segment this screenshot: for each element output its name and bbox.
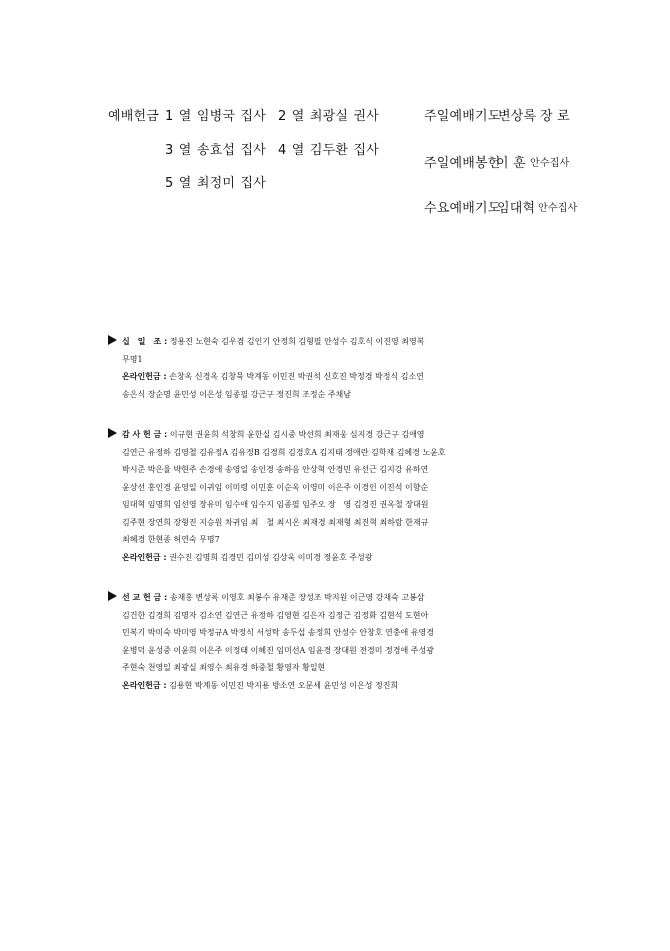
tithe-header: 십 일 조 : xyxy=(122,337,168,346)
thanksgiving-line: 임대혁 임명희 임선영 장유미 임수애 임수지 임종필 임주오 장 영 김경진 권옥철 장대원 xyxy=(122,500,429,509)
thanksgiving-line: 김주현 장연희 장형진 지승원 차귀임 최 철 최시온 최재경 최재형 최진혁 최하람 한재규 xyxy=(122,517,429,527)
offering-duty-label: 예배헌금 xyxy=(108,109,160,124)
offertory-label: 주일예배봉헌 xyxy=(424,156,501,171)
offertory-title: 안수집사 xyxy=(530,158,570,169)
mission-section xyxy=(108,589,578,694)
mission-line: 윤병덕 윤성중 이윤희 이은주 이정태 이혜진 임미선A 임윤경 장대원 전경미 정경애 주성광 xyxy=(122,645,434,655)
bullet-triangle-icon xyxy=(108,428,117,438)
tithe-online-line: 손창옥 신경옥 김창묵 박계동 이민진 박권석 신호진 박정경 박정식 김소연 xyxy=(169,372,424,381)
mission-online-line: 김용현 박계동 이민진 박지용 방소연 오문세 윤민성 이은성 정진희 xyxy=(169,680,399,690)
wednesday-prayer-label: 수요예배기도 xyxy=(424,201,501,216)
bullet-triangle-icon xyxy=(108,335,117,345)
prayer-name: 변상록 xyxy=(498,109,537,124)
prayer-title: 장 로 xyxy=(540,109,570,124)
prayer-label: 주일예배기도 xyxy=(424,109,501,124)
tithe-line: 정용진 노현숙 김우겸 김인기 안정희 김형필 안성수 김호식 이진영 최영복 xyxy=(169,337,425,346)
thanksgiving-line: 윤상선 홍인경 윤영일 이귀임 이미령 이민훈 이순옥 이영미 이은주 이경인 이진석 이향순 xyxy=(122,482,429,492)
mission-online-header: 온라인헌금 : xyxy=(122,680,167,690)
thanksgiving-online-line: 권수진 김명희 김경민 김미성 김상욱 이미경 정윤호 주성광 xyxy=(169,552,373,562)
tithe-online-line: 송은식 장순명 윤민성 이은성 임종필 강근구 정진희 조정순 주채남 xyxy=(122,389,351,399)
mission-header: 선 교 헌 금 : xyxy=(122,593,168,602)
mission-line: 주현숙 천영일 최광실 최영수 최유경 하중철 황영자 황일현 xyxy=(122,663,326,672)
thanksgiving-section xyxy=(108,426,578,566)
offering-row-3-a: 5 열 최정미 집사 xyxy=(165,176,267,191)
offering-row-2-a: 3 열 송효섭 집사 xyxy=(165,143,267,158)
wednesday-prayer-title: 안수집사 xyxy=(538,203,578,214)
offering-row-1-a: 1 열 임병국 집사 xyxy=(165,109,267,124)
wednesday-prayer-name: 임대혁 xyxy=(497,201,536,216)
offering-row-1-b: 2 열 최광실 권사 xyxy=(278,109,380,124)
thanksgiving-line: 최혜경 한현종 허연숙 무명7 xyxy=(122,535,220,544)
thanksgiving-header: 감 사 헌 금 : xyxy=(122,430,168,439)
mission-line: 송재홍 변상록 이영호 최봉수 유재준 장성조 박지원 이근영 강재숙 고봉삼 xyxy=(169,593,425,602)
tithe-section xyxy=(108,333,578,403)
thanksgiving-line: 박시준 박은율 박현주 손경애 송영일 송인경 송하음 안상혁 안경민 유선근 김지강 유하연 xyxy=(122,465,429,474)
mission-line: 민복기 박미숙 박미영 박정규A 박정식 서성탁 송두섭 송정희 안성수 안창호 연충애 유영경 xyxy=(122,628,434,637)
offertory-name: 이 훈 xyxy=(496,156,526,171)
offering-row-2-b: 4 열 김두환 집사 xyxy=(278,143,380,158)
tithe-line: 무명1 xyxy=(122,354,143,364)
thanksgiving-line: 이규현 권윤희 석창희 윤한실 김시중 박선희 최재웅 심지경 강근구 김애영 xyxy=(169,430,425,439)
mission-line: 김건한 김경희 김명자 김소연 김연근 유정하 김영현 김은자 김정근 김정화 김현석 도현아 xyxy=(122,610,429,620)
bullet-triangle-icon xyxy=(108,591,117,601)
thanksgiving-line: 김연근 유정하 김영철 김유정A 김유정B 김경희 김경호A 김지태 정애란 김학재 김혜경 노윤호 xyxy=(122,447,446,457)
thanksgiving-online-header: 온라인헌금 : xyxy=(122,552,167,562)
tithe-online-header: 온라인헌금 : xyxy=(122,372,167,381)
